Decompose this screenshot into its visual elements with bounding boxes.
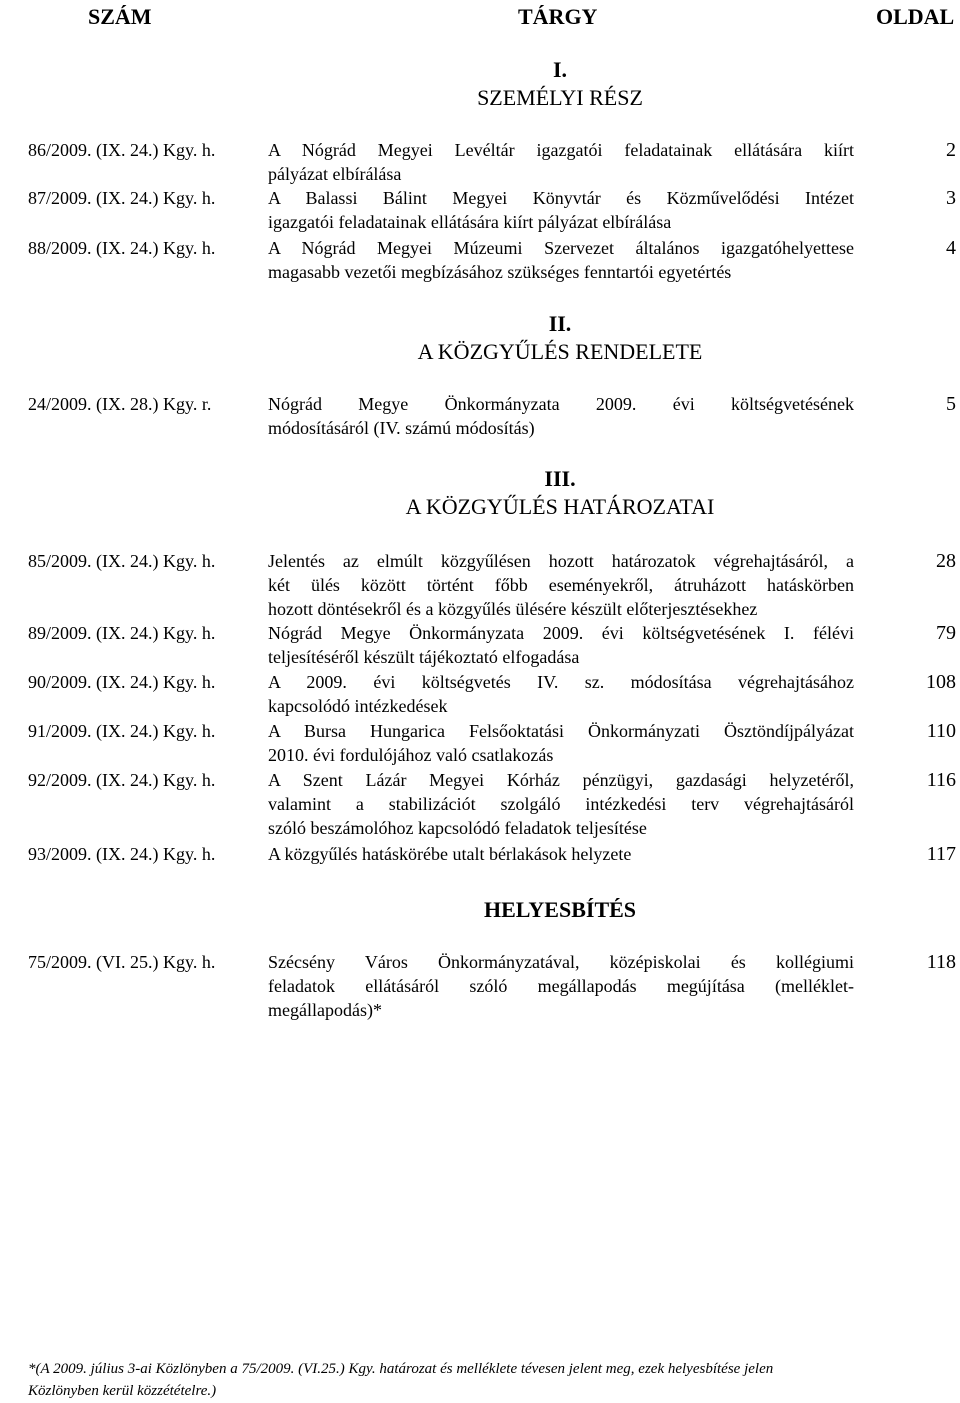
section-title-helyesbites: HELYESBÍTÉS — [483, 897, 637, 922]
section-title-ii — [264, 310, 856, 366]
subject-line: A 2009. évi költségvetés IV. sz. módosítása végrehajtásához — [268, 672, 854, 692]
page-number: 28 — [936, 550, 956, 572]
column-header-oldal: OLDAL — [876, 4, 955, 29]
column-header-targy: TÁRGY — [518, 4, 598, 29]
section-roman: II. — [548, 311, 572, 336]
subject-line: szóló beszámolóhoz kapcsolódó feladatok teljesítése — [268, 818, 647, 838]
subject-line: A Balassi Bálint Megyei Könyvtár és Közművelődési Intézet — [268, 188, 854, 208]
page-number: 110 — [926, 720, 956, 742]
resolution-number: 91/2009. (IX. 24.) Kgy. h. — [28, 721, 216, 741]
resolution-number: 85/2009. (IX. 24.) Kgy. h. — [28, 551, 216, 571]
subject-line: A közgyűlés hatáskörébe utalt bérlakások helyzete — [268, 844, 632, 864]
column-header-szam: SZÁM — [88, 4, 152, 29]
footnote-line: Közlönyben kerül közzétételre.) — [28, 1383, 217, 1399]
section-title-i — [264, 56, 856, 112]
subject-line: feladatok ellátásáról szóló megállapodás megújítása (melléklet- — [268, 976, 854, 996]
subject-line: A Szent Lázár Megyei Kórház pénzügyi, gazdasági helyzetéről, — [268, 770, 854, 790]
subject-line: valamint a stabilizációt szolgáló intézkedési terv végrehajtásáról — [268, 794, 854, 814]
subject-line: Nógrád Megye Önkormányzata 2009. évi költségvetésének I. félévi — [268, 623, 854, 643]
subject-line: A Bursa Hungarica Felsőoktatási Önkormányzati Ösztöndíjpályázat — [268, 721, 854, 741]
page-number: 108 — [926, 671, 956, 693]
resolution-number: 86/2009. (IX. 24.) Kgy. h. — [28, 140, 216, 160]
entry-subject — [268, 719, 854, 767]
page-number: 5 — [946, 393, 956, 415]
footnote — [28, 1358, 928, 1402]
entry-subject — [268, 186, 854, 234]
section-title-iii — [264, 465, 856, 521]
page-number: 4 — [946, 237, 956, 259]
footnote-line: *(A 2009. július 3-ai Közlönyben a 75/2009. (VI.25.) Kgy. határozat és melléklete tévesen jelent meg, ezek helyesbítése jelen — [28, 1361, 774, 1377]
subject-line: magasabb vezetői megbízásához szükséges fenntartói egyetértés — [268, 262, 732, 282]
entry-subject — [268, 392, 854, 440]
section-roman: I. — [552, 57, 568, 82]
subject-line: A Nógrád Megyei Múzeumi Szervezet általános igazgatóhelyettese — [268, 238, 854, 258]
entry-subject — [268, 138, 854, 186]
subject-line: módosításáról (IV. számú módosítás) — [268, 418, 535, 438]
entry-subject — [268, 236, 854, 284]
resolution-number: 75/2009. (VI. 25.) Kgy. h. — [28, 952, 216, 972]
page-number: 117 — [926, 843, 956, 865]
resolution-number: 24/2009. (IX. 28.) Kgy. r. — [28, 394, 212, 414]
resolution-number: 88/2009. (IX. 24.) Kgy. h. — [28, 238, 216, 258]
subject-line: Szécsény Város Önkormányzatával, középiskolai és kollégiumi — [268, 952, 854, 972]
subject-line: teljesítéséről készült tájékoztató elfogadása — [268, 647, 580, 667]
subject-line: megállapodás)* — [268, 1000, 382, 1020]
page-number: 116 — [926, 769, 956, 791]
entry-subject — [268, 950, 854, 1022]
page-number: 3 — [946, 187, 956, 209]
subject-line: Nógrád Megye Önkormányzata 2009. évi költségvetésének — [268, 394, 854, 414]
entry-subject — [268, 842, 854, 866]
subject-line: két ülés között történt főbb eseményekről, átruházott hatáskörben — [268, 575, 854, 595]
subject-line: hozott döntésekről és a közgyűlés ülésére készült előterjesztésekhez — [268, 599, 758, 619]
entry-subject — [268, 549, 854, 621]
resolution-number: 89/2009. (IX. 24.) Kgy. h. — [28, 623, 216, 643]
section-name: A KÖZGYŰLÉS RENDELETE — [417, 339, 703, 364]
resolution-number: 92/2009. (IX. 24.) Kgy. h. — [28, 770, 216, 790]
subject-line: A Nógrád Megyei Levéltár igazgatói feladatainak ellátására kiírt — [268, 140, 854, 160]
entry-subject — [268, 670, 854, 718]
entry-subject — [268, 768, 854, 840]
subject-line: Jelentés az elmúlt közgyűlésen hozott határozatok végrehajtásáról, a — [268, 551, 854, 571]
page-number: 79 — [936, 622, 956, 644]
section-name: A KÖZGYŰLÉS HATÁROZATAI — [405, 494, 715, 519]
entry-subject — [268, 621, 854, 669]
page-number: 2 — [946, 139, 956, 161]
subject-line: igazgatói feladatainak ellátására kiírt pályázat elbírálása — [268, 212, 672, 232]
resolution-number: 87/2009. (IX. 24.) Kgy. h. — [28, 188, 216, 208]
section-name: SZEMÉLYI RÉSZ — [477, 85, 643, 110]
resolution-number: 93/2009. (IX. 24.) Kgy. h. — [28, 844, 216, 864]
subject-line: pályázat elbírálása — [268, 164, 402, 184]
subject-line: 2010. évi fordulójához való csatlakozás — [268, 745, 554, 765]
page-number: 118 — [926, 951, 956, 973]
section-roman: III. — [544, 466, 576, 491]
subject-line: kapcsolódó intézkedések — [268, 696, 448, 716]
resolution-number: 90/2009. (IX. 24.) Kgy. h. — [28, 672, 216, 692]
